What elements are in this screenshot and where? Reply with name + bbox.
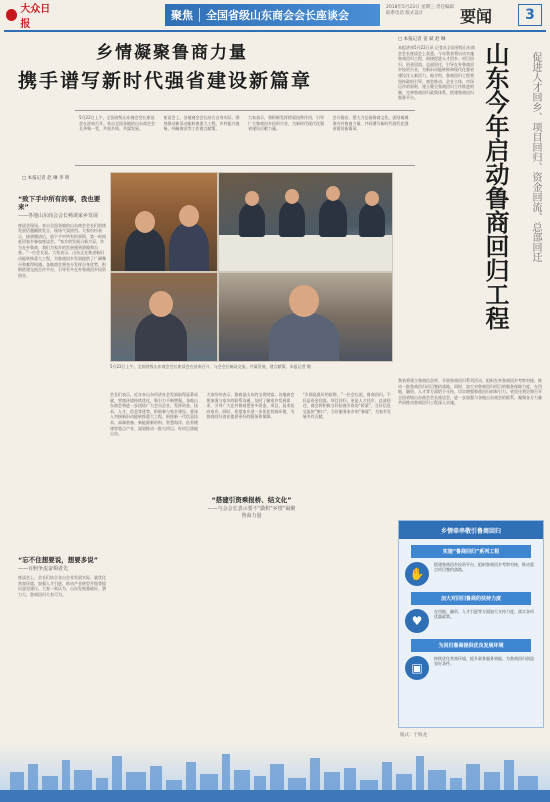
info-row [399,656,543,680]
lead-col: 大家表示，将积极发挥桥梁纽带作用，引导广大鲁商回乡投资兴业，为新时代现代化强省建设贡献力量。 [248,115,324,132]
person-figure [359,203,385,237]
right-headline: 山东今年启动鲁商回归工程 [481,42,510,330]
section-title: 全国省级山东商会会长座谈会 [206,9,349,22]
editor-credit: 版式：于海龙 [400,733,427,738]
photo-speaker-1 [110,172,218,272]
band-divider [199,8,200,22]
right-article-top [398,36,476,356]
section-band [165,4,380,26]
body-text: 本报济南5月22日讯 记者从全国省级山东商会会长座谈会上获悉，今年我省将启动实施鲁商回归工程，围绕促进人才回乡、项目回归、资金回流、总部回迁，引导在外鲁商回乡投资兴业，为新旧动能转换和现代化强省建设注入新活力。据介绍，鲁商回归工程将坚持政府引导、商会推动、企业主体、市场运作的原则，建立健全鲁商回归工作推进机制，完善鲁商回归政策体系，搭建鲁商回归服务平台。 [398,45,475,101]
headline-line-2: 携手谱写新时代强省建设新篇章 [18,70,313,92]
callout-dek: ——与会会长表示要不“做积”乡情”凝聚鲁商力量 [207,506,296,519]
person-figure [269,313,339,362]
issue-info: 2018年5月23日 星期三 责任编辑 联系电话 版式设计 [386,5,454,16]
left-article-column [18,192,106,752]
section-name: 要闻 [460,7,493,26]
person-figure [239,203,265,237]
body-text: 座谈会现场，来自全国各地的山东商会会长们围绕发展话题踊跃发言，现场气氛热烈。大家纷纷表示，接到邀请后，放下手中所有的事情，第一时间赶回家乡参加座谈会。“家乡的发展日新月异，作为在外鲁商，我们为家乡的发展感到骄傲和自豪。”一位会长说。大家表示，山东正在推进新旧动能转换重大工程，为鲁商回乡发展提供了广阔舞台和难得机遇。各地商会将充分发挥自身优势，积极搭建交流合作平台，引导更多在外鲁商回乡投资创业。 [18,222,106,278]
info-section-title: 实施“鲁商回归”系列工程 [411,545,531,558]
header-rule [4,30,546,32]
section-tag: 聚焦 [171,9,193,22]
newspaper-logo [6,4,58,30]
masthead [0,0,550,30]
body-text: 座谈会上，会长们结合各自企业发展实际，就优化营商环境、加强人才引进、推动产业转型升级等提出意见建议。大家一致认为，山东发展基础好、潜力大，鲁商回归大有可为。 [18,575,106,597]
info-section-title: 为回归鲁商提供优良发展环境 [411,639,531,652]
person-head [179,205,199,227]
photo-speaker-3 [218,272,393,362]
info-text: 持续优化营商环境，提升政务服务效能，为鲁商回归创造良好条件。 [434,656,534,667]
info-row [399,609,543,633]
subheading-dek: ——百舸争流奋楫者先 [18,565,69,572]
logo-mark-icon [6,9,17,21]
middle-column [206,392,296,752]
photo-caption: 5月22日上午，全国省级山东商会会长座谈会在济南召开，与会会长畅谈交流，共谋发展，建言献策。本报记者 摄 [110,364,311,369]
info-text: 在用地、融资、人才引进等方面加大支持力度，落实各项优惠政策。 [434,609,534,620]
lead-col: 会议指出，要大力弘扬鲁商文化，团结凝聚海内外鲁商力量，共同谱写新时代现代化强省建设新篇章。 [332,115,409,132]
building-icon: ▣ [405,656,429,680]
subheading-dek: ——各地山东商会会长畅谈家乡发展 [18,213,99,219]
page-number: 3 [518,4,542,26]
middle-article-columns [110,392,393,752]
right-article-lower [398,378,544,514]
lead-col: 座谈会上，各地商会会长结合自身实际，围绕推动新旧动能转换重大工程、乡村振兴战略、经略海洋等工作建言献策。 [163,115,240,132]
conference-table [219,235,393,272]
info-row [399,562,543,586]
subheading: “忘不住想要说，想要多说” [18,555,99,564]
info-header-label: 乡情牵串敬引鲁商回归 [440,527,501,535]
person-figure [169,223,209,272]
person-figure [279,201,305,237]
info-box [398,520,544,728]
person-head [245,191,259,206]
info-box-header [399,521,543,539]
lead-col: 5月22日上午，全国省级山东商会会长座谈会在济南召开。来自全国各地的山东商会会长齐聚一堂，共叙乡情、共谋发展。 [79,115,155,132]
person-head [285,189,299,204]
right-subheadline: 促进人才回乡、项目回归、资金回流、总部回迁 [530,52,541,262]
body-text: 会长们表示，近年来山东经济社会发展取得显著成就，营商环境持续优化，吸引力不断增强。各地山东商会将进一步团结广大会员企业，发挥资金、技术、人才、信息等优势，积极参与家乡建设。要深入对接新旧动能转换重大工程，围绕新一代信息技术、高端装备、新能源新材料、智慧海洋、医养健康等重点产业，谋划推动一批大项目、好项目落地山东。 [110,392,198,437]
callout [206,496,296,519]
support-icon: ♥ [405,609,429,633]
callout-title: “搭建引资乘报桥、结文化” [211,496,292,504]
photo-speaker-2 [110,272,218,362]
photo-meeting-table [218,172,393,272]
body-text: “乡情是最好的纽带。”一位会长说，鲁商回归，不仅是资金回流、项目回归，更是人才回乡、总部回迁。商会将积极当好招商引资的“桥梁”，当好信息交流的“窗口”，当好服务家乡的“参谋”，为家乡发展多作贡献。 [302,392,391,420]
person-head [365,191,379,206]
body-text: 我省将建立鲁商信息库，开展鲁商回归系列活动，组织在外鲁商回乡考察对接，推动一批鲁商回归项目签约落地。同时，加大对鲁商回归项目的服务保障力度，在用地、融资、人才等方面给予支持，切实增强鲁商回归的吸引力。省里还将定期召开全国省级山东商会会长座谈会，进一步加强与各地山东商会的联系，凝聚各方力量共同推动鲁商回归工程深入实施。 [398,378,542,406]
lead-box [75,110,415,166]
person-head [289,285,319,317]
person-figure [135,313,187,362]
person-head [135,211,155,233]
right-byline: □ 本报记者 姜 斌 赵 琳 [398,37,446,42]
body-text: 大家纷纷表示，鲁商是山东的宝贵财富。各地商会要加强与家乡的联系沟通，及时了解家乡发展需求，引导广大在外鲁商把更多资金、项目、技术投向家乡。同时，希望家乡进一步优化营商环境，为鲁商回归创业提供更好的服务和保障。 [206,392,295,420]
byline: □ 本报记者 赵 琳 李 明 [22,176,70,181]
headline-line-1: 乡情凝聚鲁商力量 [96,43,248,63]
person-head [326,186,340,201]
person-head [149,291,173,317]
handshake-icon: ✋ [405,562,429,586]
person-figure [319,199,347,237]
info-text: 搭建鲁商回乡投资平台，组织鲁商回乡考察对接，推动重点项目签约落地。 [434,562,534,573]
info-section-title: 加大对回归鲁商的扶持力度 [411,592,531,605]
person-figure [125,228,165,272]
city-skyline-illustration [0,742,550,802]
logo-text: 大众日报 [20,4,51,30]
subheading: “致下手中所有的事，我也要来” [18,195,101,211]
